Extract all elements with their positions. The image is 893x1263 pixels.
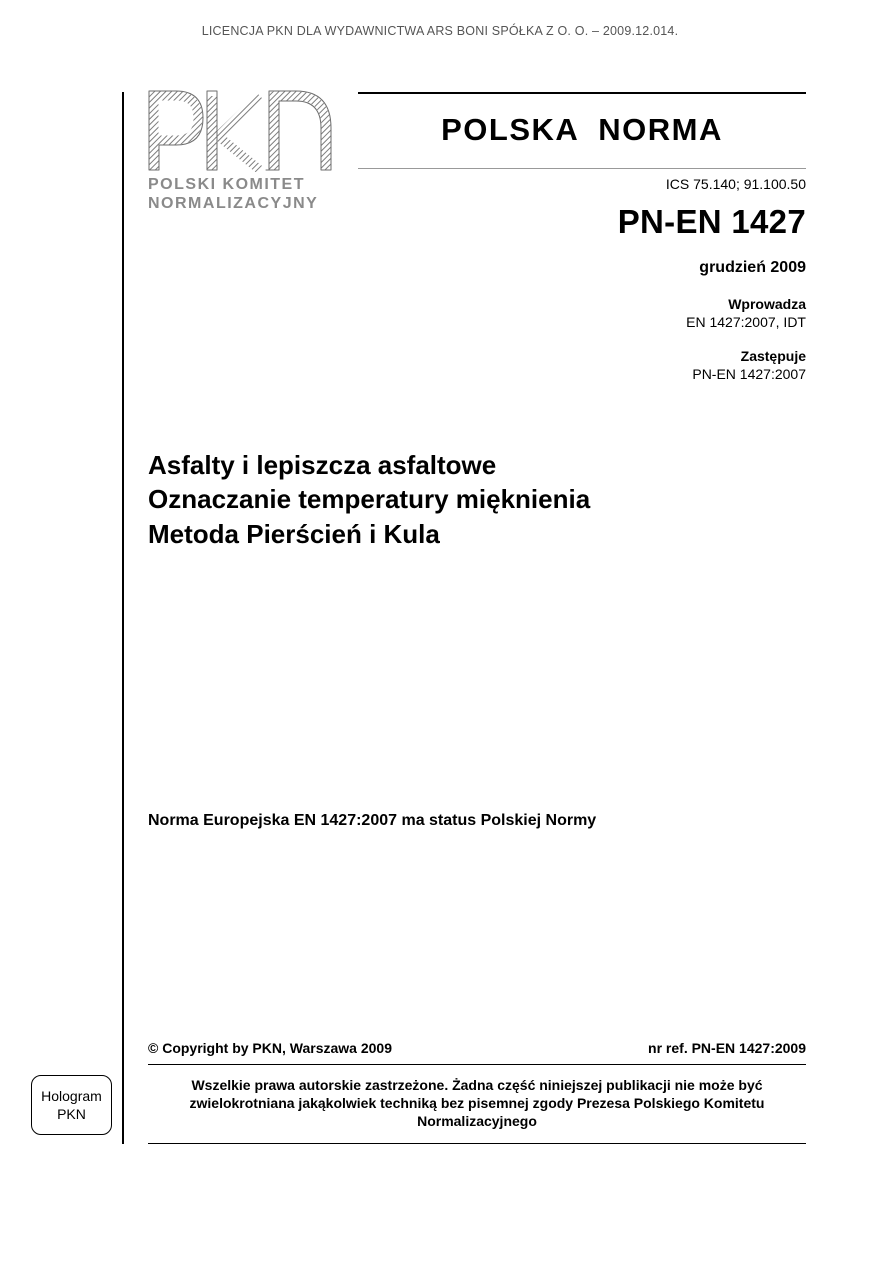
pkn-logo: [146, 88, 336, 218]
title-rule-top: [358, 92, 806, 94]
footer-rule-bottom: [148, 1143, 806, 1144]
license-header: LICENCJA PKN DLA WYDAWNICTWA ARS BONI SPÓŁKA Z O. O. – 2009.12.014.: [201, 24, 679, 38]
main-title-line-1: Asfalty i lepiszcza asfaltowe: [148, 450, 497, 480]
logo-line-1: POLSKI KOMITET: [148, 176, 305, 193]
main-title-line-3: Metoda Pierścień i Kula: [148, 519, 440, 549]
logo-line-2: NORMALIZACYJNY: [148, 195, 319, 212]
introduces-label: Wprowadza: [728, 296, 806, 312]
hologram-line-2: PKN: [57, 1106, 86, 1122]
ics-code: ICS 75.140; 91.100.50: [665, 176, 806, 192]
hologram-line-1: Hologram: [41, 1088, 102, 1104]
copyright-notice: © Copyright by PKN, Warszawa 2009: [148, 1040, 392, 1056]
publication-date: grudzień 2009: [699, 259, 806, 276]
rights-notice: Wszelkie prawa autorskie zastrzeżone. Żadna część niniejszej publikacji nie może być zwielokrotniana jakąkolwiek techniką bez pisemnej zgody Prezesa Polskiego Komitetu Normalizacyjnego: [189, 1077, 765, 1129]
status-statement: Norma Europejska EN 1427:2007 ma status Polskiej Normy: [148, 812, 597, 829]
pkn-logo-icon: [146, 88, 336, 172]
vertical-rule: [122, 92, 124, 1144]
replaces-value: PN-EN 1427:2007: [692, 366, 806, 382]
main-title-line-2: Oznaczanie temperatury mięknienia: [148, 484, 591, 514]
reference-number: nr ref. PN-EN 1427:2009: [648, 1040, 806, 1056]
document-type-title: POLSKA NORMA: [441, 112, 723, 147]
replaces-label: Zastępuje: [740, 348, 806, 364]
introduces-value: EN 1427:2007, IDT: [686, 314, 806, 330]
hologram-box: [31, 1075, 112, 1135]
standard-code: PN-EN 1427: [617, 203, 806, 240]
title-rule-bottom: [358, 168, 806, 169]
footer-rule-top: [148, 1064, 806, 1065]
